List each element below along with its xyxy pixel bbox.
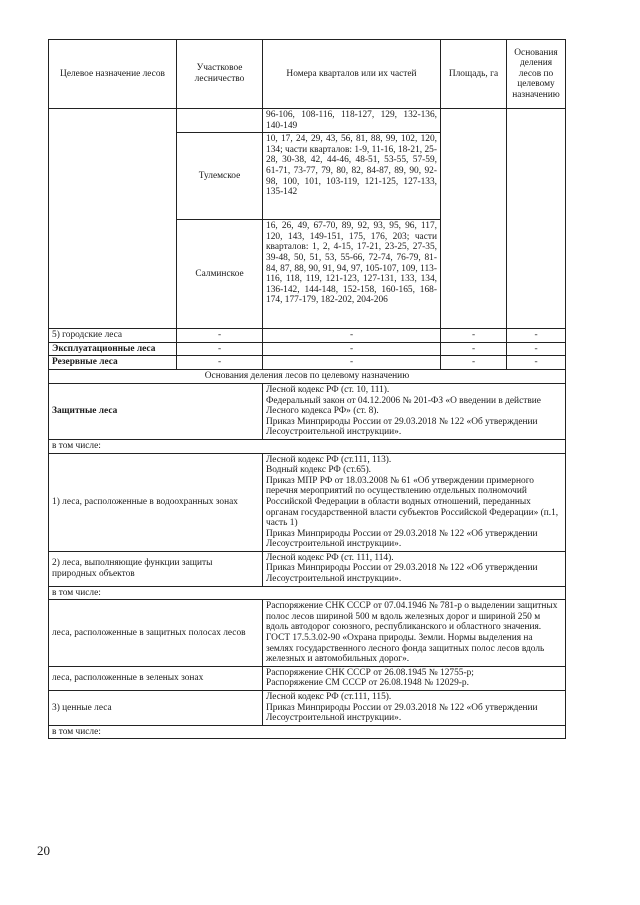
- quarters-cell: 10, 17, 24, 29, 43, 56, 81, 88, 99, 102, 120, 134; части кварталов: 1-9, 11-16, 18-21, 25-28, 30-38, 42, 44-46, 48-51, 53-55, 57-59, 61-71, 73-77, 79, 80, 82, 84-87, 89, 90, 92-98, 100, 101, 103-119, 121-125, 127-133, 135-142: [263, 133, 441, 220]
- dash: -: [507, 356, 566, 370]
- forestry-cell: Тулемское: [177, 133, 263, 220]
- dash: -: [263, 342, 441, 356]
- basis-text: [263, 453, 566, 551]
- table-row: [49, 356, 566, 370]
- in-total-label: в том числе:: [49, 725, 566, 739]
- in-total-row: [49, 586, 566, 600]
- reserve-forest-label: Резервные леса: [49, 356, 177, 370]
- in-total-label: в том числе:: [49, 439, 566, 453]
- dash: -: [263, 356, 441, 370]
- basis-text-body: Лесной кодекс РФ (ст. 10, 111). Федеральный закон от 04.12.2006 № 201-ФЗ «О введении в действие Лесного кодекса РФ» (ст. 8). Приказ Минприроды России от 29.03.2018 № 122 «Об утверждении Лесоустроительной инструкции».: [266, 384, 541, 438]
- basis-row: [49, 691, 566, 726]
- area-cell-empty: [441, 109, 507, 329]
- quarters-cell: 96-106, 108-116, 118-127, 129, 132-136, 140-149: [263, 109, 441, 133]
- protective-forests-label: Защитные леса: [49, 383, 263, 439]
- basis-text: [263, 600, 566, 667]
- header-area: Площадь, га: [441, 40, 507, 109]
- basis-cell-empty: [507, 109, 566, 329]
- basis-text: [263, 691, 566, 726]
- dash: -: [177, 342, 263, 356]
- basis-text-body: Лесной кодекс РФ (ст.111, 113). Водный кодекс РФ (ст.65). Приказ МПР РФ от 18.03.2008 № 61 «Об утверждении примерного перечня мероприятий по осуществлению отдельных полномочий Российской Федерации в области водных отношений, переданных органам государственной власти субъектов Российской Федерации» (п.1, часть 1) Приказ Минприроды России от 29.03.2018 № 122 «Об утверждении Лесоустроительной инструкции».: [266, 454, 559, 550]
- dash: -: [441, 342, 507, 356]
- dash: -: [177, 329, 263, 343]
- page-number: 20: [37, 843, 50, 858]
- dash: -: [507, 342, 566, 356]
- forestry-cell: Салминское: [177, 220, 263, 329]
- valuable-forests-label: 3) ценные леса: [49, 691, 263, 726]
- basis-text-body: Лесной кодекс РФ (ст.111, 115). Приказ Минприроды России от 29.03.2018 № 122 «Об утверждении Лесоустроительной инструкции».: [266, 692, 538, 724]
- table-row: [49, 329, 566, 343]
- section-title-row: [49, 369, 566, 383]
- section-title: Основания деления лесов по целевому назначению: [49, 369, 566, 383]
- basis-row: [49, 666, 566, 690]
- basis-row: [49, 600, 566, 667]
- basis-text-body: Распоряжение СНК СССР от 26.08.1945 № 12755-р; Распоряжение СМ СССР от 26.08.1948 № 12029-р.: [266, 667, 474, 689]
- basis-text: [263, 666, 566, 690]
- dash: -: [441, 329, 507, 343]
- basis-text: [263, 551, 566, 586]
- basis-text-body: Лесной кодекс РФ (ст. 111, 114). Приказ Минприроды России от 29.03.2018 № 122 «Об утверждении Лесоустроительной инструкции».: [266, 552, 538, 585]
- dash: -: [507, 329, 566, 343]
- protective-strips-label: леса, расположенные в защитных полосах лесов: [49, 600, 263, 667]
- basis-text-body: Распоряжение СНК СССР от 07.04.1946 № 781-р о выделении защитных полос лесов шириной 500 м вдоль железных дорог и шириной 250 м вдоль автодорог союзного, республиканского и областного значения. ГОСТ 17.5.3.02-90 «Охрана природы. Земли. Нормы выделения на землях государственного лесного фонда защитных полос лесов вдоль железных и автомобильных дорог».: [266, 601, 558, 665]
- header-purpose: Целевое назначение лесов: [49, 40, 177, 109]
- dash: -: [177, 356, 263, 370]
- natural-objects-label: 2) леса, выполняющие функции защиты природных объектов: [49, 551, 263, 586]
- purpose-cell-empty: [49, 109, 177, 329]
- header-basis: Основания деления лесов по целевому назначению: [507, 40, 566, 109]
- green-zones-label: леса, расположенные в зеленых зонах: [49, 666, 263, 690]
- dash: -: [441, 356, 507, 370]
- in-total-row: [49, 439, 566, 453]
- header-forestry: Участковое лесничество: [177, 40, 263, 109]
- basis-text: [263, 383, 566, 439]
- table-row: [49, 342, 566, 356]
- quarters-cell: 16, 26, 49, 67-70, 89, 92, 93, 95, 96, 117, 120, 143, 149-151, 175, 176, 203; части кварталов: 1, 2, 4-15, 17-21, 23-25, 27-35, 39-48, 50, 51, 53, 55-66, 72-74, 76-79, 81-84, 87, 88, 90, 91, 94, 97, 105-107, 109, 113-116, 118, 119, 121-123, 127-131, 133, 134, 136-142, 144-148, 152-158, 160-165, 168-174, 177-179, 182-202, 204-206: [263, 220, 441, 329]
- urban-forest-label: 5) городские леса: [49, 329, 177, 343]
- exploitation-forest-label: Эксплуатационные леса: [49, 342, 177, 356]
- basis-row: [49, 383, 566, 439]
- water-protection-label: 1) леса, расположенные в водоохранных зонах: [49, 453, 263, 551]
- in-total-label: в том числе:: [49, 586, 566, 600]
- table-row: [49, 109, 566, 133]
- in-total-row: [49, 725, 566, 739]
- dash: -: [263, 329, 441, 343]
- basis-row: [49, 453, 566, 551]
- header-quarters: Номера кварталов или их частей: [263, 40, 441, 109]
- forestry-cell: [177, 109, 263, 133]
- table-header-row: [49, 40, 566, 109]
- basis-row: [49, 551, 566, 586]
- forest-purpose-table: [48, 39, 566, 739]
